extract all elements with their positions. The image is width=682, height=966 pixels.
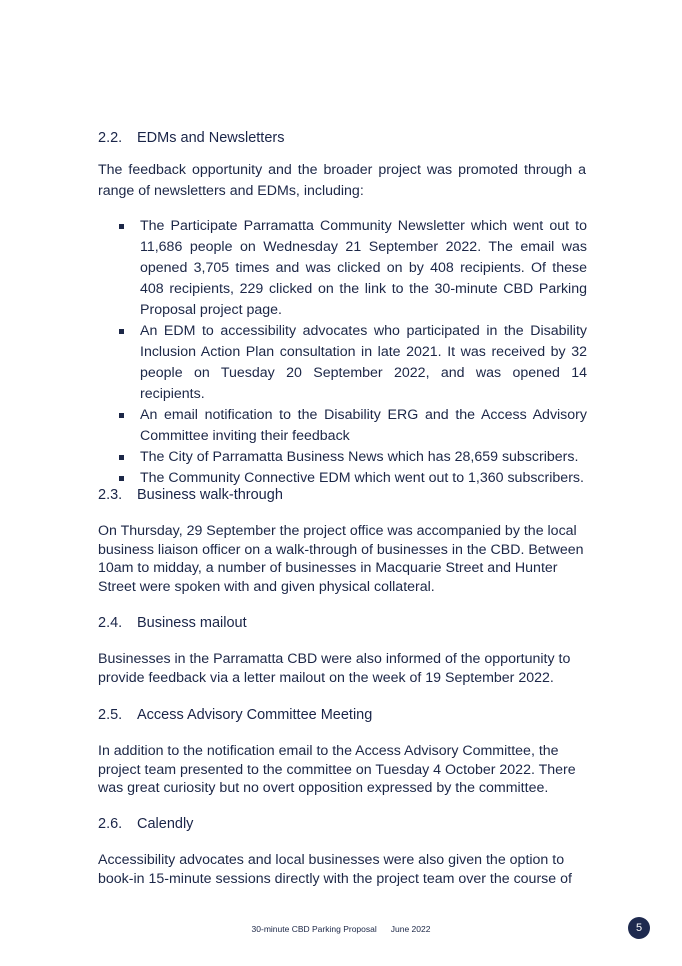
section-body-2-6: Accessibility advocates and local businesses were also given the option to book-in 15-minute sessions directly with the project team over the course of (98, 852, 572, 887)
page-number-badge: 5 (628, 917, 650, 939)
section-heading-2-6 (98, 816, 193, 832)
newsletter-list (98, 216, 587, 489)
bullet-square-icon (119, 224, 124, 229)
list-item (98, 405, 587, 447)
list-item-text: An EDM to accessibility advocates who participated in the Disability Inclusion Action Plan consultation in late 2021. It was received by 32 people on Tuesday 20 September 2022, and was opened 14 recipients. (140, 323, 587, 402)
list-item-text: An email notification to the Disability ERG and the Access Advisory Committee inviting their feedback (140, 407, 587, 444)
list-item (98, 468, 587, 489)
bullet-square-icon (119, 413, 124, 418)
section-title: Calendly (137, 816, 194, 832)
list-item (98, 321, 587, 405)
section-number: 2.4. (98, 615, 123, 631)
section-number: 2.6. (98, 816, 123, 832)
footer-date: June 2022 (390, 924, 431, 934)
section-heading-2-2 (98, 130, 284, 146)
bullet-square-icon (119, 455, 124, 460)
list-item-text: The Participate Parramatta Community Newsletter which went out to 11,686 people on Wednesday 21 September 2022. The email was opened 3,705 times and was clicked on by 408 recipients. Of these 408 recipients, 229 clicked on the link to the 30-minute CBD Parking Proposal project page. (140, 218, 587, 318)
list-item (98, 447, 587, 468)
section-title: Access Advisory Committee Meeting (137, 707, 373, 723)
section-number: 2.5. (98, 707, 123, 723)
footer-document-title: 30-minute CBD Parking Proposal (251, 924, 377, 934)
section-heading-2-5 (98, 707, 372, 723)
section-number: 2.2. (98, 130, 123, 146)
list-item (98, 216, 587, 321)
section-title: EDMs and Newsletters (137, 130, 285, 146)
list-item-text: The Community Connective EDM which went out to 1,360 subscribers. (140, 470, 584, 486)
bullet-square-icon (119, 476, 124, 481)
section-body-2-5: In addition to the notification email to the Access Advisory Committee, the project team presented to the committee on Tuesday 4 October 2022. There was great curiosity but no overt opposition expressed by the committee. (98, 743, 576, 796)
section-title: Business walk-through (137, 487, 283, 503)
section-title: Business mailout (137, 615, 247, 631)
section-number: 2.3. (98, 487, 123, 503)
bullet-square-icon (119, 329, 124, 334)
section-body-2-3: On Thursday, 29 September the project office was accompanied by the local business liaison officer on a walk-through of businesses in the CBD. Between 10am to midday, a number of businesses in Macquarie Street and Hunter Street were spoken with and given physical collateral. (98, 523, 584, 595)
page-footer (0, 924, 682, 934)
list-item-text: The City of Parramatta Business News which has 28,659 subscribers. (140, 449, 579, 465)
section-body-2-4: Businesses in the Parramatta CBD were also informed of the opportunity to provide feedback via a letter mailout on the week of 19 September 2022. (98, 651, 571, 686)
section-intro-2-2: The feedback opportunity and the broader project was promoted through a range of newsletters and EDMs, including: (98, 162, 586, 199)
section-heading-2-4 (98, 615, 247, 631)
section-heading-2-3 (98, 487, 283, 503)
